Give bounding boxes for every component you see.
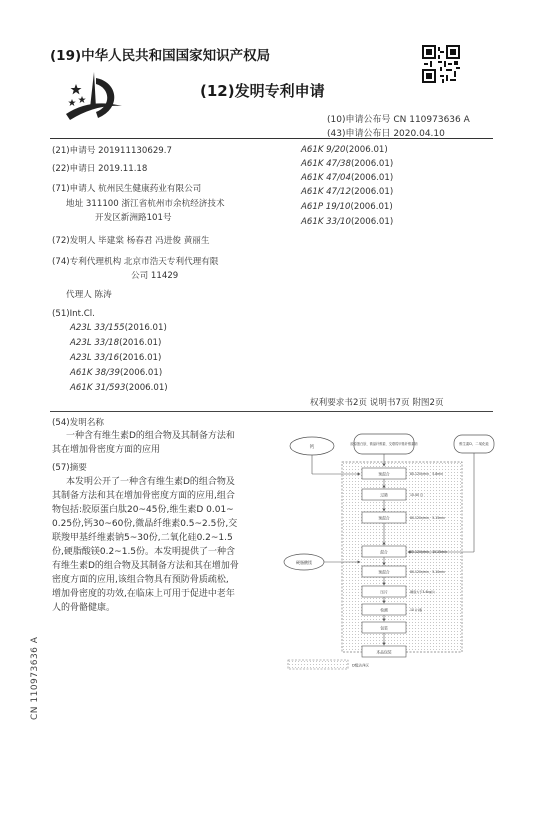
process-step: [362, 489, 406, 500]
ingredient-label: 维生素D、二氧化硅: [459, 442, 489, 446]
ipc-left-item: A23L 33/155(2016.01): [70, 323, 167, 333]
abstract-line: 人的骨骼健康。: [52, 603, 116, 613]
abstract-line: 增加骨密度的功效,在临床上可用于促进中老年: [52, 589, 235, 599]
application-number: (21)申请号 201911130629.7: [52, 146, 172, 156]
svg-text:过筛: 过筛: [380, 492, 388, 498]
svg-text:检测: 检测: [380, 607, 388, 613]
abstract-line: 有维生素D的组合物及其制备方法和其在增加骨: [52, 561, 239, 571]
ipc-right-item: A61K 47/04(2006.01): [301, 173, 394, 183]
applicant: (71)申请人 杭州民生健康药业有限公司: [52, 184, 202, 194]
ipc-right-item: A61K 33/10(2006.01): [301, 217, 394, 227]
abstract-line: 联羧甲基纤维素钠5~30份,二氧化硅0.2~1.5: [52, 533, 233, 543]
header-rule: [50, 138, 493, 139]
ipc-left-item: A23L 33/16(2016.01): [70, 353, 162, 363]
ipc-left-item: A61K 31/593(2006.01): [70, 383, 168, 393]
publication-date: (43)申请公布日 2020.04.10: [327, 129, 445, 139]
abstract-line: 0.25份,钙30~60份,微晶纤维素0.5~2.5份,交: [52, 519, 238, 529]
biblio-rule: [50, 411, 493, 412]
ingredient-label: 钙: [309, 445, 315, 450]
ipc-left-item: A61K 38/39(2006.01): [70, 368, 163, 378]
ipc-right-item: A61K 47/12(2006.01): [301, 187, 394, 197]
agency-line-2: 公司 11429: [131, 271, 179, 281]
step-note: 10-40 目: [410, 493, 424, 497]
process-step: [362, 586, 406, 597]
process-step: [362, 566, 406, 577]
step-note: 80-120r/min、15-25min: [410, 550, 448, 554]
legend-swatch: [288, 660, 348, 669]
svg-text:预混合: 预混合: [378, 569, 390, 575]
cnipa-logo-icon: [60, 68, 130, 128]
step-note: 80-120r/min、5-8min: [410, 472, 444, 476]
step-note: 80-120r/min、5-10min: [410, 570, 446, 574]
agency-line-1: (74)专利代理机构 北京市浩天专利代理有限: [52, 257, 219, 267]
ipc-right-item: A61K 47/38(2006.01): [301, 159, 394, 169]
abstract-line: 份,硬脂酸镁0.2~1.5份。本发明提供了一种含: [52, 547, 236, 557]
legend-label: D级洁净区: [352, 663, 370, 668]
address-line-2: 开发区新洲路101号: [95, 213, 172, 223]
title-label: (54)发明名称: [52, 418, 105, 428]
qr-code-icon: [422, 45, 460, 83]
svg-text:预混合: 预混合: [378, 515, 390, 521]
page-counts: 权利要求书2页 说明书7页 附图2页: [310, 398, 444, 408]
svg-text:包装: 包装: [380, 625, 388, 631]
agent: 代理人 陈涛: [66, 290, 112, 300]
ipc-right-item: A61P 19/10(2006.01): [301, 202, 393, 212]
svg-text:混合: 混合: [380, 549, 388, 555]
step-note: 10 片/瓶: [410, 608, 423, 612]
ipc-right-item: A61K 9/20(2006.01): [301, 145, 388, 155]
step-note: 硬度大于3.4kg/片: [410, 590, 436, 594]
end-box-label: 本品包装: [376, 649, 392, 655]
ingredient-label: 胶原蛋白肽、微晶纤维素、交联羧甲基纤维素钠: [350, 442, 418, 446]
svg-text:压片: 压片: [380, 589, 388, 595]
svg-text:预混合: 预混合: [378, 471, 390, 477]
intcl-label: (51)Int.Cl.: [52, 309, 95, 319]
inventors: (72)发明人 毕建棠 杨春君 冯进俊 黄丽生: [52, 236, 210, 246]
ingredient-label: 硬脂酸镁: [296, 560, 312, 565]
step-note: 80-120r/min、5-15min: [410, 516, 446, 520]
invention-title-line-2: 其在增加骨密度方面的应用: [52, 445, 161, 455]
office-name: (19)中华人民共和国国家知识产权局: [50, 48, 271, 64]
process-flowchart: [282, 432, 500, 672]
abstract-label: (57)摘要: [52, 463, 87, 473]
abstract-line: 本发明公开了一种含有维生素D的组合物及: [66, 477, 235, 487]
side-publication-number: CN 110973636 A: [30, 636, 40, 720]
process-step: [362, 512, 406, 523]
process-step: [362, 622, 406, 633]
invention-title-line-1: 一种含有维生素D的组合物及其制备方法和: [66, 431, 235, 441]
publication-number: (10)申请公布号 CN 110973636 A: [327, 115, 470, 125]
address-line-1: 地址 311100 浙江省杭州市余杭经济技术: [66, 199, 225, 209]
process-step: [362, 468, 406, 479]
document-type: (12)发明专利申请: [200, 82, 325, 100]
ipc-left-item: A23L 33/18(2016.01): [70, 338, 162, 348]
application-date: (22)申请日 2019.11.18: [52, 164, 148, 174]
abstract-line: 其制备方法和其在增加骨密度方面的应用,组合: [52, 491, 235, 501]
abstract-line: 物包括:胶原蛋白肽20~45份,维生素D 0.01~: [52, 505, 234, 515]
process-step: [362, 546, 406, 557]
abstract-line: 密度方面的应用,该组合物具有预防骨质疏松,: [52, 575, 229, 585]
process-step: [362, 604, 406, 615]
